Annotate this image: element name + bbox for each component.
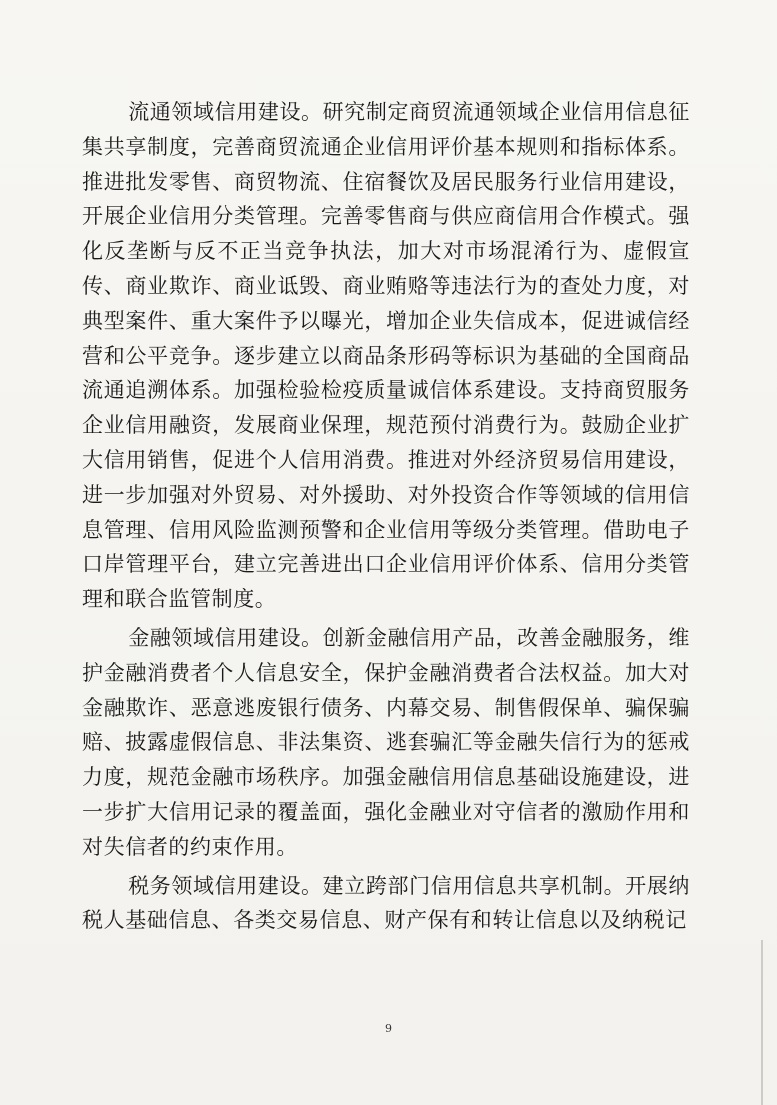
paragraph-tax-credit — [82, 869, 690, 939]
paragraph-circulation-credit — [82, 95, 690, 617]
page-number: 9 — [385, 1022, 392, 1035]
body-text — [82, 95, 690, 942]
paragraph-heading: 税务领域信用建设。 — [128, 873, 323, 898]
paragraph-text: 建立跨部门信用信息共享机制。开展纳税人基础信息、各类交易信息、财产保有和转让信息以及纳税记 — [82, 873, 691, 933]
paragraph-heading: 流通领域信用建设。 — [128, 100, 323, 124]
scan-edge-line — [761, 940, 763, 1105]
paragraph-finance-credit — [82, 621, 690, 865]
paragraph-text: 创新金融信用产品，改善金融服务，维护金融消费者个人信息安全，保护金融消费者合法权益。加大对金融欺诈、恶意逃废银行债务、内幕交易、制售假保单、骗保骗赔、披露虚假信息、非法集资、逃套骗汇等金融失信行为的惩戒力度，规范金融市场秩序。加强金融信用信息基础设施建设，进一步扩大信用记录的覆盖面，强化金融业对守信者的激励作用和对失信者的约束作用。 — [82, 625, 691, 859]
paragraph-text: 研究制定商贸流通领域企业信用信息征集共享制度，完善商贸流通企业信用评价基本规则和指标体系。推进批发零售、商贸物流、住宿餐饮及居民服务行业信用建设，开展企业信用分类管理。完善零售商与供应商信用合作模式。强化反垄断与反不正当竞争执法，加大对市场混淆行为、虚假宣传、商业欺诈、商业诋毁、商业贿赂等违法行为的查处力度，对典型案件、重大案件予以曝光，增加企业失信成本，促进诚信经营和公平竞争。逐步建立以商品条形码等标识为基础的全国商品流通追溯体系。加强检验检疫质量诚信体系建设。支持商贸服务企业信用融资，发展商业保理，规范预付消费行为。鼓励企业扩大信用销售，促进个人信用消费。推进对外经济贸易信用建设，进一步加强对外贸易、对外援助、对外投资合作等领域的信用信息管理、信用风险监测预警和企业信用等级分类管理。借助电子口岸管理平台，建立完善进出口企业信用评价体系、信用分类管理和联合监管制度。 — [82, 100, 691, 612]
paragraph-heading: 金融领域信用建设。 — [128, 625, 323, 650]
